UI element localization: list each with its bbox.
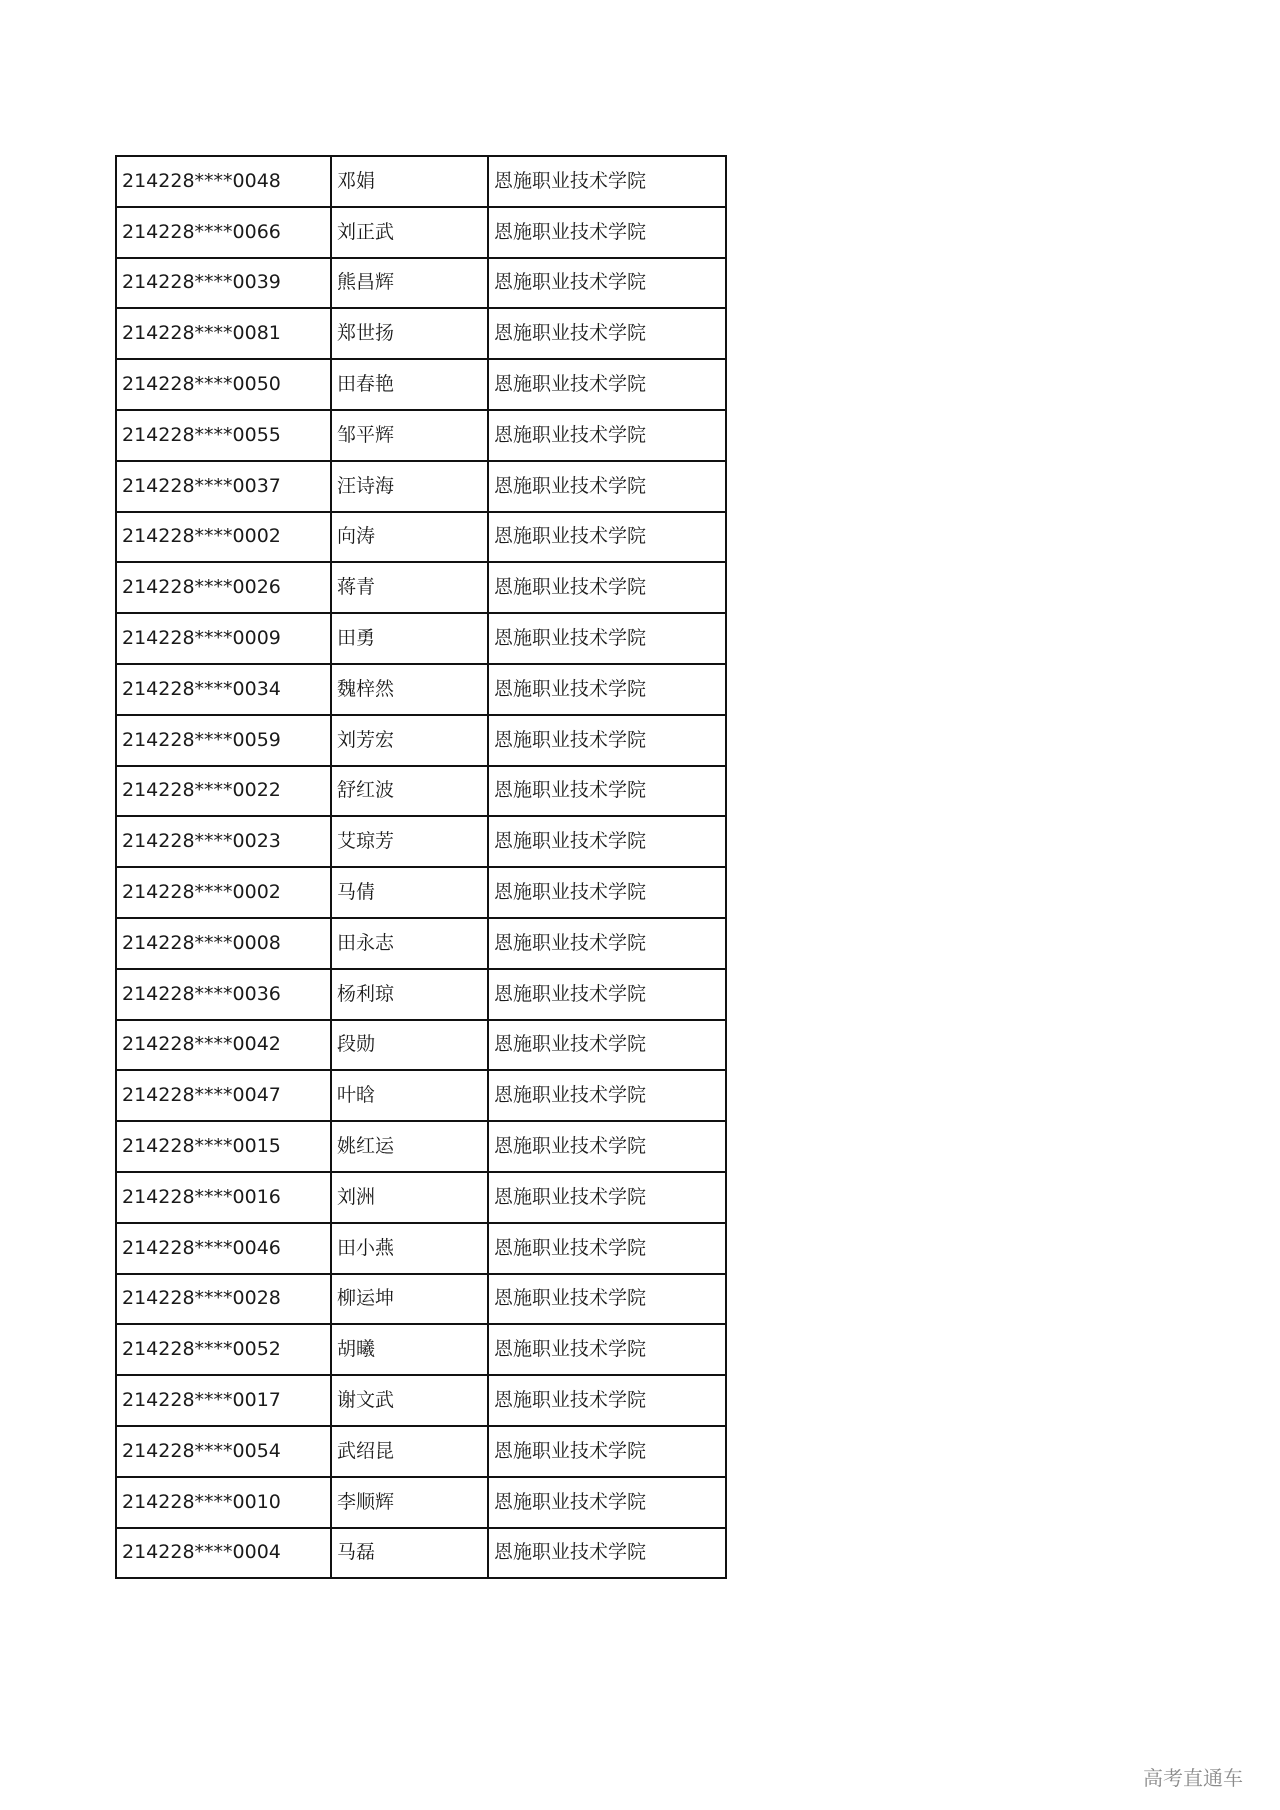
- cell-school: 恩施职业技术学院: [488, 1121, 726, 1172]
- cell-id: 214228****0009: [116, 613, 331, 664]
- table-row: [116, 613, 726, 664]
- cell-name: 武绍昆: [331, 1426, 488, 1477]
- cell-name: 熊昌辉: [331, 258, 488, 309]
- cell-id: 214228****0052: [116, 1324, 331, 1375]
- cell-id: 214228****0010: [116, 1477, 331, 1528]
- cell-id: 214228****0026: [116, 562, 331, 613]
- table-row: [116, 1324, 726, 1375]
- cell-name: 舒红波: [331, 766, 488, 817]
- cell-name: 田春艳: [331, 359, 488, 410]
- cell-school: 恩施职业技术学院: [488, 1020, 726, 1071]
- cell-name: 田勇: [331, 613, 488, 664]
- cell-id: 214228****0081: [116, 308, 331, 359]
- cell-school: 恩施职业技术学院: [488, 207, 726, 258]
- cell-school: 恩施职业技术学院: [488, 1274, 726, 1325]
- cell-school: 恩施职业技术学院: [488, 359, 726, 410]
- table-row: [116, 969, 726, 1020]
- cell-id: 214228****0048: [116, 156, 331, 207]
- cell-id: 214228****0046: [116, 1223, 331, 1274]
- cell-name: 谢文武: [331, 1375, 488, 1426]
- cell-school: 恩施职业技术学院: [488, 1223, 726, 1274]
- cell-id: 214228****0002: [116, 867, 331, 918]
- cell-id: 214228****0023: [116, 816, 331, 867]
- table-row: [116, 461, 726, 512]
- cell-name: 邹平辉: [331, 410, 488, 461]
- table-row: [116, 918, 726, 969]
- table-row: [116, 1172, 726, 1223]
- cell-name: 马倩: [331, 867, 488, 918]
- cell-school: 恩施职业技术学院: [488, 258, 726, 309]
- cell-name: 姚红运: [331, 1121, 488, 1172]
- cell-id: 214228****0015: [116, 1121, 331, 1172]
- cell-school: 恩施职业技术学院: [488, 918, 726, 969]
- cell-name: 刘芳宏: [331, 715, 488, 766]
- cell-id: 214228****0066: [116, 207, 331, 258]
- cell-id: 214228****0016: [116, 1172, 331, 1223]
- cell-name: 邓娟: [331, 156, 488, 207]
- cell-school: 恩施职业技术学院: [488, 1172, 726, 1223]
- cell-id: 214228****0036: [116, 969, 331, 1020]
- cell-name: 蒋青: [331, 562, 488, 613]
- table-row: [116, 1070, 726, 1121]
- cell-school: 恩施职业技术学院: [488, 1375, 726, 1426]
- cell-id: 214228****0055: [116, 410, 331, 461]
- table-row: [116, 766, 726, 817]
- cell-school: 恩施职业技术学院: [488, 461, 726, 512]
- cell-school: 恩施职业技术学院: [488, 1426, 726, 1477]
- table-row: [116, 1121, 726, 1172]
- cell-id: 214228****0039: [116, 258, 331, 309]
- table-row: [116, 867, 726, 918]
- cell-name: 马磊: [331, 1528, 488, 1579]
- cell-name: 李顺辉: [331, 1477, 488, 1528]
- roster-table: [115, 155, 727, 1579]
- cell-id: 214228****0008: [116, 918, 331, 969]
- cell-school: 恩施职业技术学院: [488, 613, 726, 664]
- table-row: [116, 715, 726, 766]
- cell-name: 段勋: [331, 1020, 488, 1071]
- cell-school: 恩施职业技术学院: [488, 715, 726, 766]
- watermark-text: 高考直通车: [1143, 1766, 1243, 1790]
- table-row: [116, 359, 726, 410]
- cell-id: 214228****0034: [116, 664, 331, 715]
- cell-name: 艾琼芳: [331, 816, 488, 867]
- cell-name: 向涛: [331, 512, 488, 563]
- cell-name: 汪诗海: [331, 461, 488, 512]
- cell-name: 叶晗: [331, 1070, 488, 1121]
- cell-name: 田永志: [331, 918, 488, 969]
- cell-school: 恩施职业技术学院: [488, 1528, 726, 1579]
- cell-id: 214228****0022: [116, 766, 331, 817]
- cell-id: 214228****0004: [116, 1528, 331, 1579]
- table-row: [116, 512, 726, 563]
- cell-school: 恩施职业技术学院: [488, 1070, 726, 1121]
- cell-school: 恩施职业技术学院: [488, 969, 726, 1020]
- cell-id: 214228****0050: [116, 359, 331, 410]
- roster-table-body: [116, 156, 726, 1578]
- cell-name: 杨利琼: [331, 969, 488, 1020]
- cell-name: 郑世扬: [331, 308, 488, 359]
- table-row: [116, 1528, 726, 1579]
- table-row: [116, 258, 726, 309]
- cell-id: 214228****0037: [116, 461, 331, 512]
- table-row: [116, 562, 726, 613]
- cell-school: 恩施职业技术学院: [488, 562, 726, 613]
- cell-name: 刘正武: [331, 207, 488, 258]
- cell-id: 214228****0054: [116, 1426, 331, 1477]
- cell-id: 214228****0047: [116, 1070, 331, 1121]
- table-row: [116, 1274, 726, 1325]
- cell-school: 恩施职业技术学院: [488, 410, 726, 461]
- table-row: [116, 308, 726, 359]
- cell-name: 田小燕: [331, 1223, 488, 1274]
- table-row: [116, 816, 726, 867]
- cell-id: 214228****0042: [116, 1020, 331, 1071]
- cell-school: 恩施职业技术学院: [488, 867, 726, 918]
- cell-name: 柳运坤: [331, 1274, 488, 1325]
- cell-school: 恩施职业技术学院: [488, 664, 726, 715]
- table-row: [116, 1375, 726, 1426]
- cell-school: 恩施职业技术学院: [488, 1477, 726, 1528]
- cell-id: 214228****0028: [116, 1274, 331, 1325]
- cell-name: 刘洲: [331, 1172, 488, 1223]
- cell-name: 魏梓然: [331, 664, 488, 715]
- table-row: [116, 1477, 726, 1528]
- cell-id: 214228****0059: [116, 715, 331, 766]
- table-row: [116, 410, 726, 461]
- table-row: [116, 1426, 726, 1477]
- cell-school: 恩施职业技术学院: [488, 816, 726, 867]
- cell-id: 214228****0017: [116, 1375, 331, 1426]
- cell-school: 恩施职业技术学院: [488, 1324, 726, 1375]
- cell-school: 恩施职业技术学院: [488, 512, 726, 563]
- cell-name: 胡曦: [331, 1324, 488, 1375]
- table-row: [116, 207, 726, 258]
- table-row: [116, 664, 726, 715]
- cell-id: 214228****0002: [116, 512, 331, 563]
- cell-school: 恩施职业技术学院: [488, 766, 726, 817]
- cell-school: 恩施职业技术学院: [488, 308, 726, 359]
- table-row: [116, 156, 726, 207]
- table-row: [116, 1020, 726, 1071]
- cell-school: 恩施职业技术学院: [488, 156, 726, 207]
- table-row: [116, 1223, 726, 1274]
